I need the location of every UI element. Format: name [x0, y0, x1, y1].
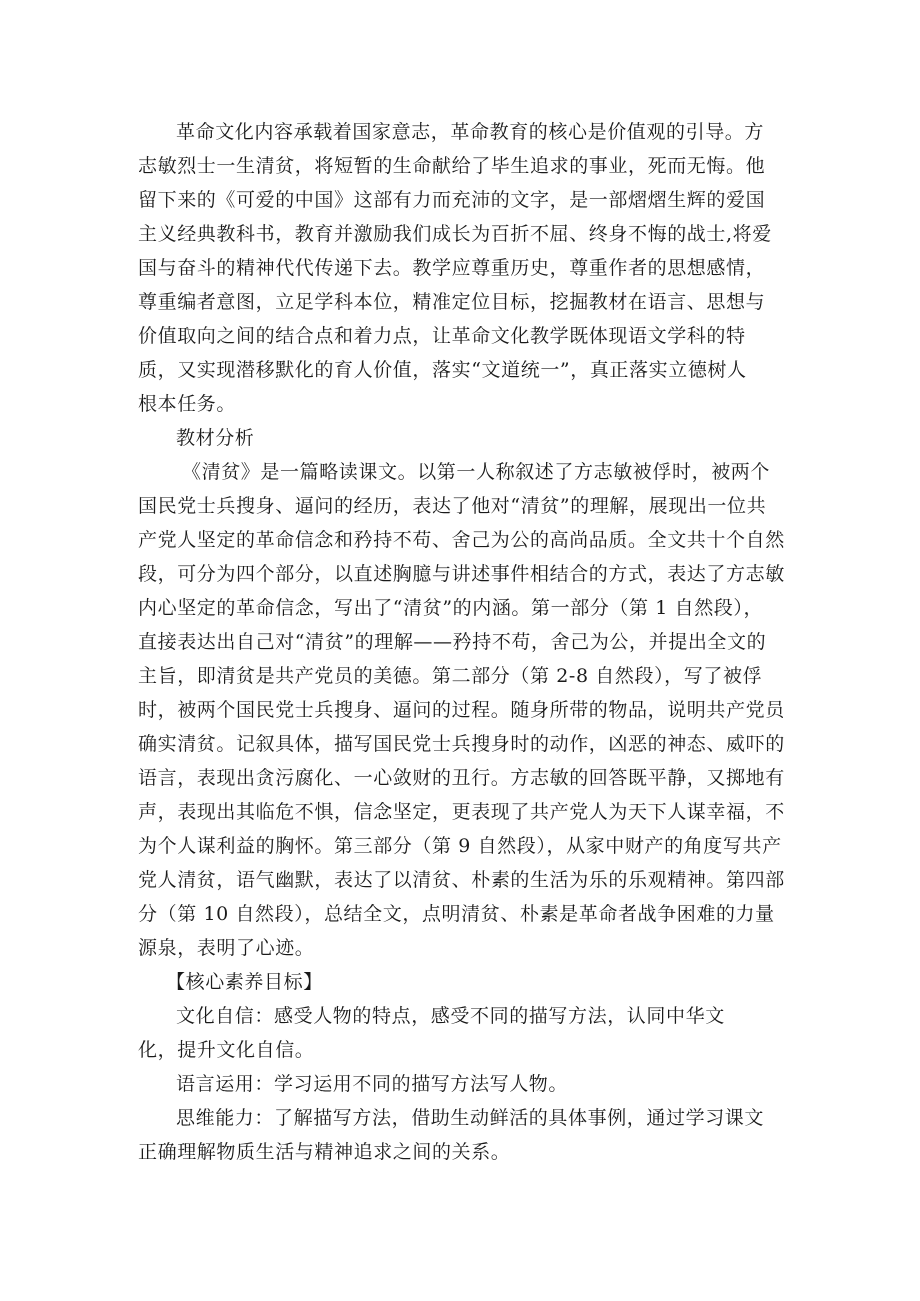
analysis-line: 确实清贫。记叙具体，描写国民党士兵搜身时的动作，凶恶的神态、威吓的	[138, 733, 785, 755]
section-heading-textbook-analysis: 教材分析	[176, 427, 255, 449]
analysis-line: 内心坚定的革命信念，写出了“清贫”的内涵。第一部分（第 1 自然段），	[138, 597, 764, 619]
intro-line: 革命文化内容承载着国家意志，革命教育的核心是价值观的引导。方	[176, 121, 765, 143]
analysis-line: 声，表现出其临危不惧，信念坚定，更表现了共产党人为天下人谋幸福，不	[138, 801, 785, 823]
analysis-line: 源泉，表明了心迹。	[138, 937, 315, 959]
analysis-line: 《清贫》是一篇略读课文。以第一人称叙述了方志敏被俘时，被两个	[182, 461, 771, 483]
analysis-line: 段，可分为四个部分，以直述胸臆与讲述事件相结合的方式，表达了方志敏	[138, 563, 785, 585]
goal-line: 语言运用：学习运用不同的描写方法写人物。	[176, 1073, 569, 1095]
analysis-line: 时，被两个国民党士兵搜身、逼问的过程。随身所带的物品，说明共产党员	[138, 699, 785, 721]
analysis-line: 产党人坚定的革命信念和矜持不苟、舍己为公的高尚品质。全文共十个自然	[138, 529, 785, 551]
section-heading-core-literacy: 【核心素养目标】	[166, 971, 323, 993]
goal-line: 文化自信：感受人物的特点，感受不同的描写方法，认同中华文	[176, 1005, 725, 1027]
analysis-line: 直接表达出自己对“清贫”的理解——矜持不苟，舍己为公，并提出全文的	[138, 631, 767, 653]
intro-line: 留下来的《可爱的中国》这部有力而充沛的文字，是一部熠熠生辉的爱国	[138, 189, 766, 211]
intro-line: 价值取向之间的结合点和着力点，让革命文化教学既体现语文学科的特	[138, 325, 746, 347]
intro-line: 国与奋斗的精神代代传递下去。教学应尊重历史，尊重作者的思想感情，	[138, 257, 766, 279]
analysis-line: 语言，表现出贪污腐化、一心敛财的丑行。方志敏的回答既平静，又掷地有	[138, 767, 785, 789]
goal-line: 正确理解物质生活与精神追求之间的关系。	[138, 1141, 511, 1163]
intro-line: 志敏烈士一生清贫，将短暂的生命献给了毕生追求的事业，死而无悔。他	[138, 155, 766, 177]
intro-line: 主义经典教科书，教育并激励我们成长为百折不屈、终身不悔的战士,将爱	[138, 223, 772, 245]
analysis-line: 国民党士兵搜身、逼问的经历，表达了他对“清贫”的理解，展现出一位共	[138, 495, 767, 517]
analysis-line: 党人清贫，语气幽默，表达了以清贫、朴素的生活为乐的乐观精神。第四部	[138, 869, 785, 891]
analysis-line: 为个人谋利益的胸怀。第三部分（第 9 自然段），从家中财产的角度写共产	[138, 835, 782, 857]
goal-line: 化，提升文化自信。	[138, 1039, 315, 1061]
analysis-line: 主旨，即清贫是共产党员的美德。第二部分（第 2-8 自然段），写了被俘	[138, 665, 763, 687]
intro-line: 质，又实现潜移默化的育人价值，落实“文道统一”，真正落实立德树人	[138, 359, 747, 381]
analysis-line: 分（第 10 自然段），总结全文，点明清贫、朴素是革命者战争困难的力量	[138, 903, 775, 925]
intro-line: 尊重编者意图，立足学科本位，精准定位目标，挖掘教材在语言、思想与	[138, 291, 766, 313]
goal-line: 思维能力：了解描写方法，借助生动鲜活的具体事例，通过学习课文	[176, 1107, 765, 1129]
intro-line: 根本任务。	[138, 393, 237, 415]
